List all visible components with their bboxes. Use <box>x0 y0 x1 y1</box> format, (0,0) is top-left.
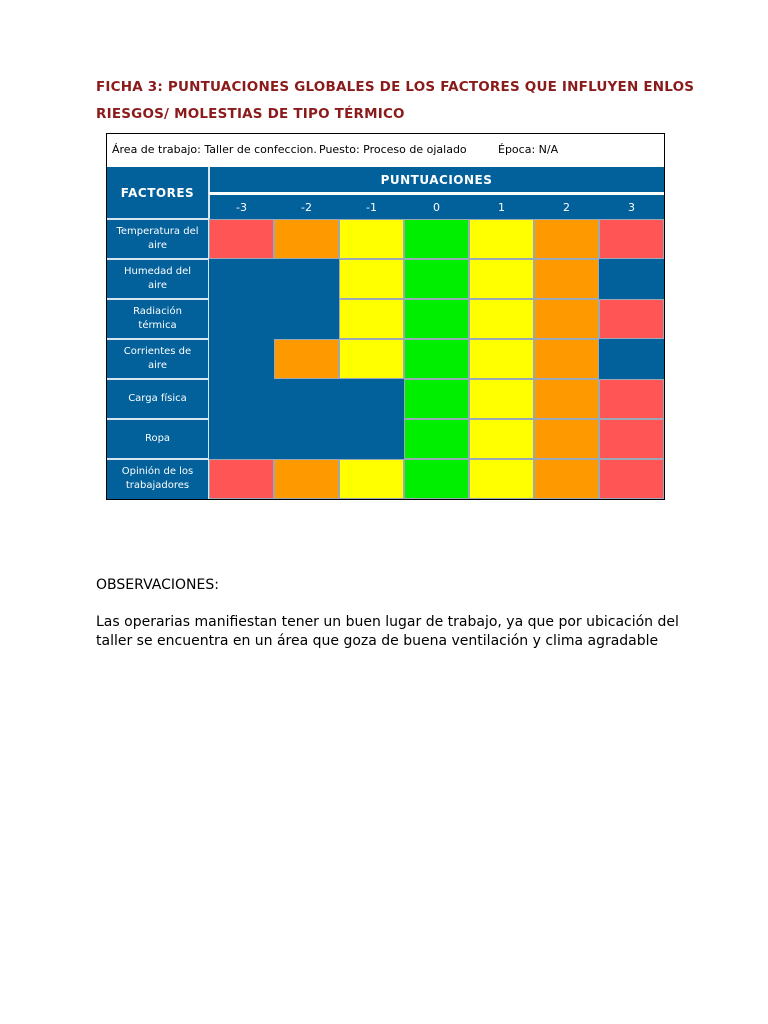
score-cell <box>209 259 274 299</box>
score-header-1: -3 <box>236 200 247 214</box>
factor-label-text: Radiación térmica <box>133 306 182 331</box>
score-header-2: -2 <box>301 200 312 214</box>
score-cell <box>274 219 339 259</box>
score-cell <box>274 299 339 339</box>
work-area-text: Área de trabajo: Taller de confeccion. <box>112 143 317 156</box>
observations-text <box>96 613 696 651</box>
score-header-7: 3 <box>628 200 635 214</box>
score-cell <box>469 339 534 379</box>
factor-label <box>107 259 208 299</box>
position-text: Puesto: Proceso de ojalado <box>319 143 467 156</box>
score-cell <box>599 219 664 259</box>
scores-sheet <box>106 133 665 500</box>
score-cell <box>534 419 599 459</box>
score-cell <box>469 219 534 259</box>
score-cell <box>469 419 534 459</box>
score-cell <box>339 259 404 299</box>
score-cell <box>404 259 469 299</box>
factor-label <box>107 219 208 259</box>
score-header-3: -1 <box>366 200 377 214</box>
season-text: Época: N/A <box>498 143 559 156</box>
score-cell <box>209 219 274 259</box>
score-cell <box>599 379 664 419</box>
score-cell <box>599 259 664 299</box>
score-cell <box>534 299 599 339</box>
title-line-2: RIESGOS/ MOLESTIAS DE TIPO TÉRMICO <box>96 106 405 122</box>
scores-grid <box>107 167 664 499</box>
score-cell <box>534 339 599 379</box>
score-cell <box>339 459 404 499</box>
sheet-header <box>107 134 664 165</box>
score-cell <box>274 419 339 459</box>
score-cell <box>404 299 469 339</box>
score-cell <box>469 259 534 299</box>
score-cell <box>534 219 599 259</box>
score-cell <box>209 459 274 499</box>
score-cell <box>209 299 274 339</box>
score-cell <box>599 339 664 379</box>
score-cell <box>599 419 664 459</box>
observations-line-2: taller se encuentra en un área que goza de buena ventilación y clima agradable <box>96 633 659 649</box>
score-cell <box>209 379 274 419</box>
observations-line-1: Las operarias manifiestan tener un buen lugar de trabajo, ya que por ubicación del <box>96 614 679 630</box>
score-cell <box>534 459 599 499</box>
score-cell <box>404 219 469 259</box>
factor-label-text: Carga física <box>128 393 187 404</box>
score-cell <box>404 339 469 379</box>
score-cell <box>599 299 664 339</box>
score-cell <box>469 299 534 339</box>
score-cell <box>339 379 404 419</box>
score-cell <box>469 459 534 499</box>
score-cell <box>404 459 469 499</box>
score-cell <box>534 259 599 299</box>
title-line-1: FICHA 3: PUNTUACIONES GLOBALES DE LOS FACTORES QUE INFLUYEN ENLOS <box>96 79 695 95</box>
factor-label-text: Opinión de los trabajadores <box>121 466 194 491</box>
score-cell <box>404 379 469 419</box>
score-cell <box>339 419 404 459</box>
factor-label-text: Ropa <box>144 433 171 444</box>
factor-label-text: Temperatura del aire <box>116 226 199 251</box>
factor-label-text: Humedad del aire <box>123 266 192 291</box>
factor-label-text: Corrientes de aire <box>123 346 192 371</box>
score-cell <box>339 299 404 339</box>
score-cell <box>534 379 599 419</box>
score-cell <box>339 339 404 379</box>
score-cell <box>599 459 664 499</box>
factor-label <box>107 379 208 419</box>
factor-label <box>107 459 208 499</box>
factor-label <box>107 419 208 459</box>
factor-label <box>107 339 208 379</box>
observations-title: OBSERVACIONES: <box>96 577 219 593</box>
score-cell <box>469 379 534 419</box>
score-cell <box>274 259 339 299</box>
factor-label <box>107 299 208 339</box>
score-cell <box>404 419 469 459</box>
score-cell <box>339 219 404 259</box>
score-header-4: 0 <box>433 200 440 214</box>
score-header-5: 1 <box>498 200 505 214</box>
document-title <box>96 74 696 128</box>
score-cell <box>274 459 339 499</box>
score-header-6: 2 <box>563 200 570 214</box>
score-cell <box>209 419 274 459</box>
scores-header: PUNTUACIONES <box>209 167 664 195</box>
score-cell <box>209 339 274 379</box>
score-cell <box>274 379 339 419</box>
score-cell <box>274 339 339 379</box>
factors-header: FACTORES <box>120 186 195 200</box>
